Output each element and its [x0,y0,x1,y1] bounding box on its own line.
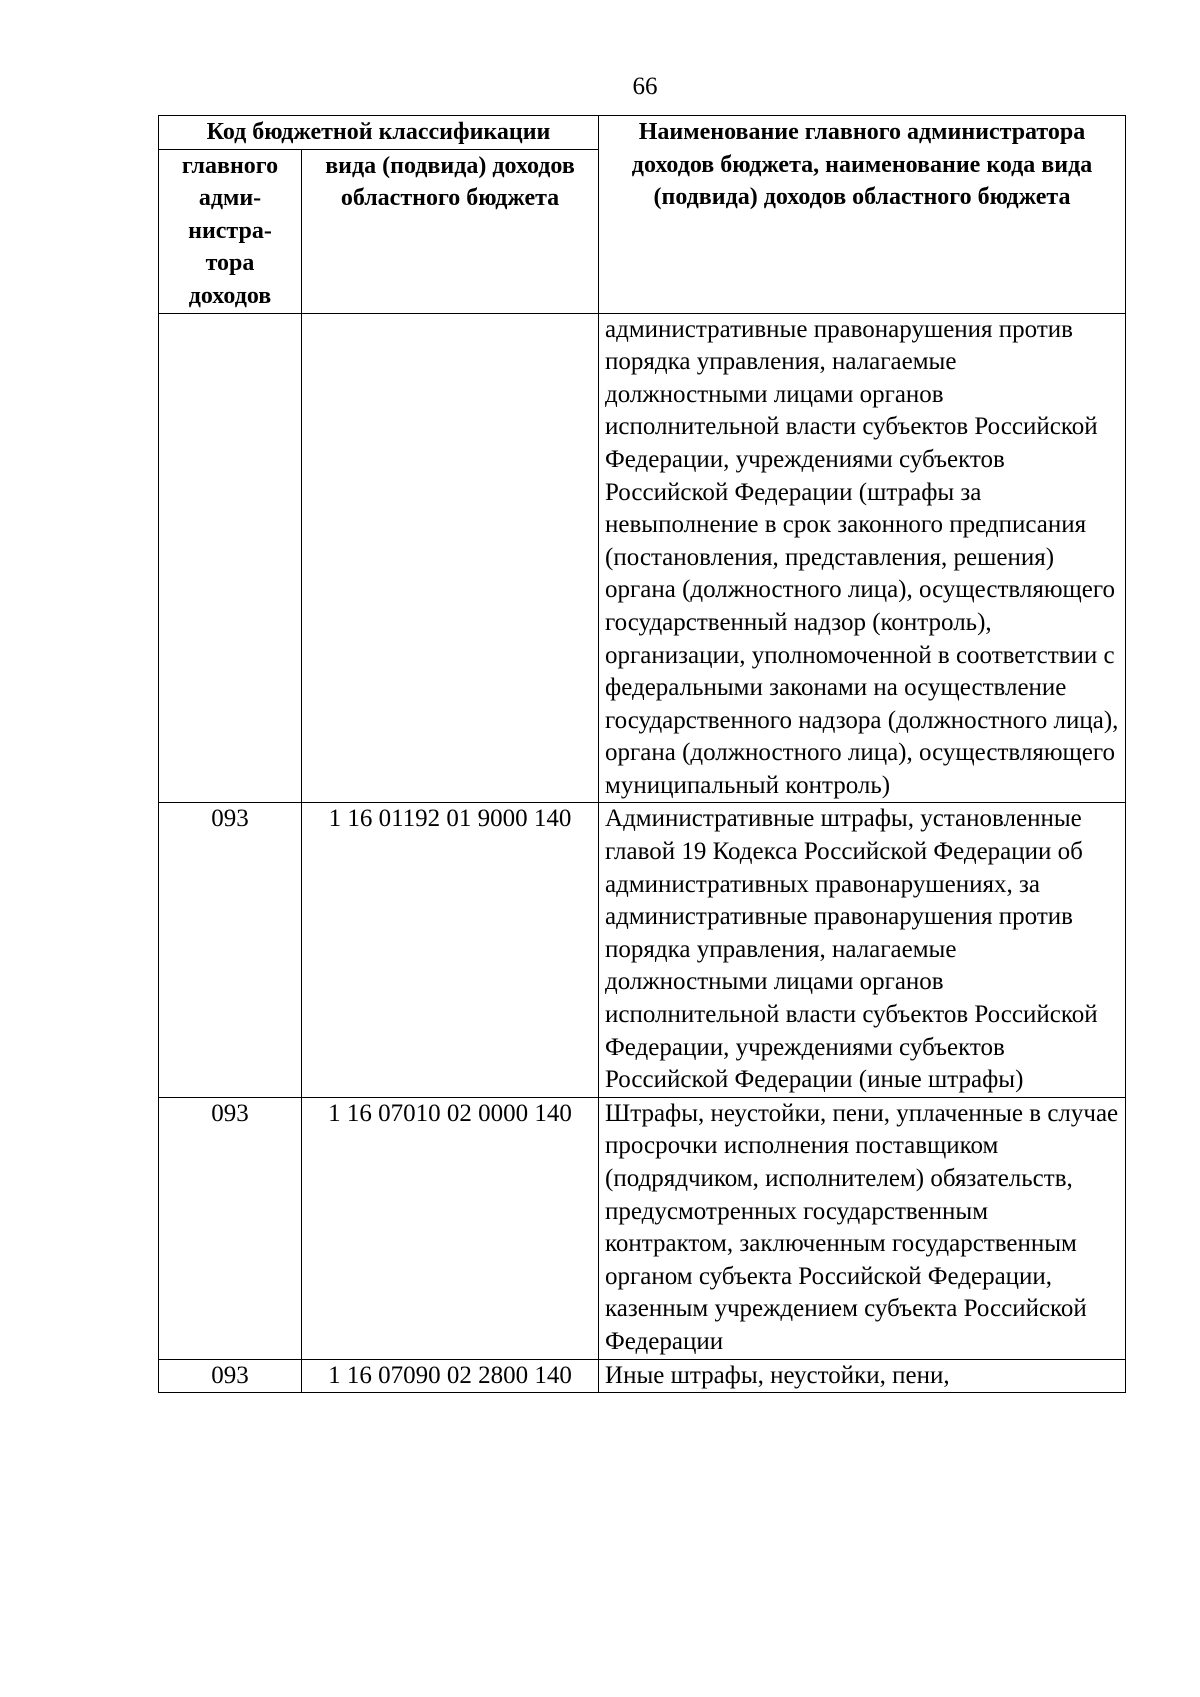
admin-code-cell: 093 [159,803,302,1097]
table-body [159,313,1126,1393]
budget-classification-table [158,115,1126,1393]
admin-code-cell: 093 [159,1097,302,1359]
income-name-cell: административные правонарушения против порядка управления, налагаемые должностными лицами органов исполнительной власти субъектов Российской Федерации, учреждениями субъектов Российской Федерации (штрафы за невыполнение в срок законного предписания (постановления, представления, решения) органа (должностного лица), осуществляющего государственный надзор (контроль), организации, уполномоченной в соответствии с федеральными законами на осуществление государственного надзора (должностного лица), органа (должностного лица), осуществляющего муниципальный контроль) [599,313,1126,803]
income-code-cell [302,313,599,803]
header-name-column: Наименование главного администратора доходов бюджета, наименование кода вида (подвида) доходов областного бюджета [599,116,1126,314]
table-row [159,313,1126,803]
income-name-cell: Административные штрафы, установленные главой 19 Кодекса Российской Федерации об административных правонарушениях, за административные правонарушения против порядка управления, налагаемые должностными лицами органов исполнительной власти субъектов Российской Федерации, учреждениями субъектов Российской Федерации (иные штрафы) [599,803,1126,1097]
income-code-cell: 1 16 07010 02 0000 140 [302,1097,599,1359]
header-group-budget-code: Код бюджетной классификации [159,116,599,150]
table-row [159,1359,1126,1393]
income-name-cell: Иные штрафы, неустойки, пени, [599,1359,1126,1393]
income-name-cell: Штрафы, неустойки, пени, уплаченные в случае просрочки исполнения поставщиком (подрядчиком, исполнителем) обязательств, предусмотренных государственным контрактом, заключенным государственным органом субъекта Российской Федерации, казенным учреждением субъекта Российской Федерации [599,1097,1126,1359]
table-row [159,803,1126,1097]
header-code-column: вида (подвида) доходов областного бюджета [302,149,599,313]
income-code-cell: 1 16 01192 01 9000 140 [302,803,599,1097]
table-header [159,116,1126,314]
income-code-cell: 1 16 07090 02 2800 140 [302,1359,599,1393]
admin-code-cell [159,313,302,803]
header-admin-column: главного адми-нистра-тора доходов [159,149,302,313]
table-row [159,1097,1126,1359]
admin-code-cell: 093 [159,1359,302,1393]
page-number: 66 [632,73,658,100]
